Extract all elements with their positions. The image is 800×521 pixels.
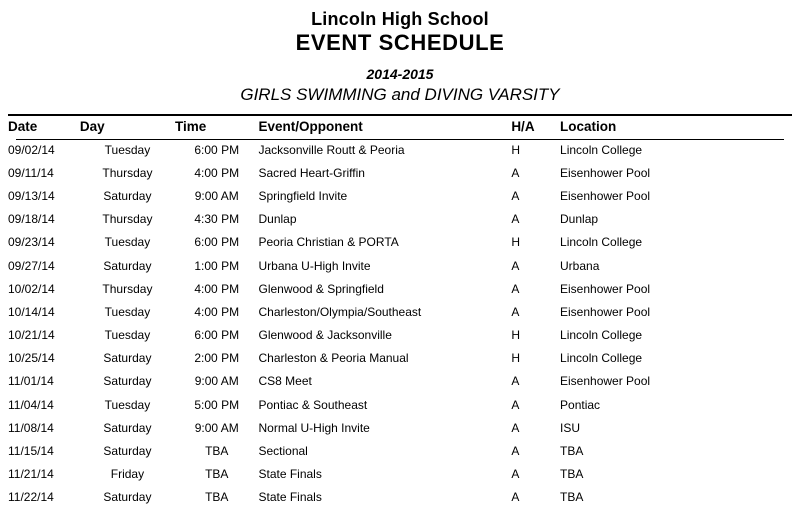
cell-day: Tuesday	[104, 304, 151, 319]
table-row	[8, 439, 792, 462]
cell-event: Sectional	[258, 444, 308, 459]
cell-date: 11/15/14	[8, 444, 54, 459]
cell-ha: A	[511, 374, 520, 389]
table-row	[8, 208, 792, 231]
cell-time: 9:00 AM	[194, 420, 239, 435]
cell-time: 6:00 PM	[194, 235, 240, 250]
cell-day: Thursday	[102, 212, 153, 227]
cell-date: 10/21/14	[8, 328, 55, 343]
cell-event: Pontiac & Southeast	[258, 397, 368, 412]
cell-time: 4:30 PM	[194, 212, 240, 227]
cell-date: 11/01/14	[8, 374, 54, 389]
table-row	[8, 324, 792, 347]
cell-ha: A	[511, 188, 520, 203]
document-header	[0, 0, 800, 106]
cell-location: Lincoln College	[560, 351, 643, 366]
cell-day: Tuesday	[104, 328, 151, 343]
cell-location: Lincoln College	[560, 235, 643, 250]
cell-date: 09/02/14	[8, 142, 55, 157]
cell-day: Friday	[110, 467, 145, 482]
cell-location: Eisenhower Pool	[560, 188, 651, 203]
cell-date: 10/25/14	[8, 351, 55, 366]
cell-time: 9:00 AM	[194, 374, 239, 389]
table-row	[8, 393, 792, 416]
cell-ha: H	[511, 328, 520, 343]
cell-time: 5:00 PM	[194, 397, 240, 412]
cell-location: Lincoln College	[560, 142, 643, 157]
cell-event: Jacksonville Routt & Peoria	[258, 142, 405, 157]
cell-location: Eisenhower Pool	[560, 165, 651, 180]
column-header-event: Event/Opponent	[258, 119, 363, 134]
cell-ha: A	[511, 281, 520, 296]
cell-ha: A	[511, 490, 520, 505]
table-row	[8, 416, 792, 439]
cell-event: Dunlap	[258, 212, 297, 227]
cell-date: 11/22/14	[8, 490, 54, 505]
cell-event: Charleston/Olympia/Southeast	[258, 304, 422, 319]
cell-event: Springfield Invite	[258, 188, 348, 203]
cell-event: Peoria Christian & PORTA	[258, 235, 399, 250]
cell-event: State Finals	[258, 467, 322, 482]
table-row	[8, 231, 792, 254]
cell-event: Glenwood & Springfield	[258, 281, 384, 296]
cell-day: Thursday	[102, 165, 153, 180]
cell-ha: H	[511, 235, 520, 250]
cell-day: Tuesday	[104, 397, 151, 412]
table-header-row	[8, 116, 792, 138]
cell-location: Urbana	[560, 258, 600, 273]
cell-event: Urbana U-High Invite	[258, 258, 371, 273]
cell-event: State Finals	[258, 490, 322, 505]
cell-event: Sacred Heart-Griffin	[258, 165, 365, 180]
table-row	[8, 370, 792, 393]
cell-date: 09/23/14	[8, 235, 55, 250]
cell-day: Thursday	[102, 281, 153, 296]
table-row	[8, 347, 792, 370]
cell-location: Eisenhower Pool	[560, 281, 651, 296]
cell-ha: A	[511, 212, 520, 227]
table-row	[8, 463, 792, 486]
cell-ha: A	[511, 258, 520, 273]
table-row	[8, 161, 792, 184]
cell-date: 09/27/14	[8, 258, 55, 273]
cell-date: 11/08/14	[8, 420, 54, 435]
season-label: 2014-2015	[366, 66, 434, 82]
cell-event: CS8 Meet	[258, 374, 312, 389]
cell-day: Saturday	[103, 258, 152, 273]
cell-day: Saturday	[103, 420, 152, 435]
cell-location: Dunlap	[560, 212, 599, 227]
cell-time: 6:00 PM	[194, 328, 240, 343]
cell-location: Eisenhower Pool	[560, 304, 651, 319]
table-row	[8, 184, 792, 207]
cell-day: Saturday	[103, 351, 152, 366]
cell-date: 10/02/14	[8, 281, 55, 296]
cell-day: Saturday	[103, 188, 152, 203]
table-row	[8, 486, 792, 509]
cell-date: 09/18/14	[8, 212, 55, 227]
cell-time: 4:00 PM	[194, 281, 240, 296]
cell-day: Tuesday	[104, 235, 151, 250]
cell-location: TBA	[560, 467, 584, 482]
cell-time: 4:00 PM	[194, 165, 240, 180]
sport-label: GIRLS SWIMMING and DIVING VARSITY	[240, 85, 560, 104]
page-title: EVENT SCHEDULE	[295, 30, 505, 55]
cell-ha: H	[511, 142, 520, 157]
cell-date: 09/11/14	[8, 165, 54, 180]
cell-ha: A	[511, 304, 520, 319]
cell-location: Pontiac	[560, 397, 601, 412]
cell-event: Normal U-High Invite	[258, 420, 370, 435]
cell-ha: A	[511, 165, 520, 180]
cell-time: TBA	[205, 490, 229, 505]
table-header	[8, 116, 792, 138]
cell-time: 6:00 PM	[194, 142, 240, 157]
column-header-ha: H/A	[511, 119, 535, 134]
cell-day: Saturday	[103, 374, 152, 389]
school-name: Lincoln High School	[311, 9, 489, 29]
cell-time: 9:00 AM	[194, 188, 239, 203]
table-row	[8, 138, 792, 161]
cell-time: TBA	[205, 467, 229, 482]
cell-time: 2:00 PM	[194, 351, 240, 366]
cell-date: 09/13/14	[8, 188, 55, 203]
cell-date: 11/04/14	[8, 397, 54, 412]
table-row	[8, 277, 792, 300]
cell-location: ISU	[560, 420, 581, 435]
cell-location: Lincoln College	[560, 328, 643, 343]
cell-day: Tuesday	[104, 142, 151, 157]
cell-location: TBA	[560, 490, 584, 505]
cell-date: 11/21/14	[8, 467, 54, 482]
column-header-date: Date	[8, 119, 38, 134]
cell-time: 1:00 PM	[194, 258, 240, 273]
cell-event: Glenwood & Jacksonville	[258, 328, 392, 343]
column-header-day: Day	[79, 119, 105, 134]
cell-ha: A	[511, 420, 520, 435]
schedule-table	[8, 116, 792, 509]
table-body	[8, 138, 792, 509]
cell-ha: H	[511, 351, 520, 366]
cell-time: 4:00 PM	[194, 304, 240, 319]
table-row	[8, 254, 792, 277]
cell-ha: A	[511, 397, 520, 412]
column-header-location: Location	[560, 119, 617, 134]
cell-day: Saturday	[103, 444, 152, 459]
cell-ha: A	[511, 467, 520, 482]
cell-date: 10/14/14	[8, 304, 55, 319]
cell-day: Saturday	[103, 490, 152, 505]
cell-event: Charleston & Peoria Manual	[258, 351, 409, 366]
cell-location: Eisenhower Pool	[560, 374, 651, 389]
cell-location: TBA	[560, 444, 584, 459]
header-divider-bottom	[16, 139, 784, 140]
cell-time: TBA	[205, 444, 229, 459]
column-header-time: Time	[174, 119, 207, 134]
table-row	[8, 300, 792, 323]
cell-ha: A	[511, 444, 520, 459]
